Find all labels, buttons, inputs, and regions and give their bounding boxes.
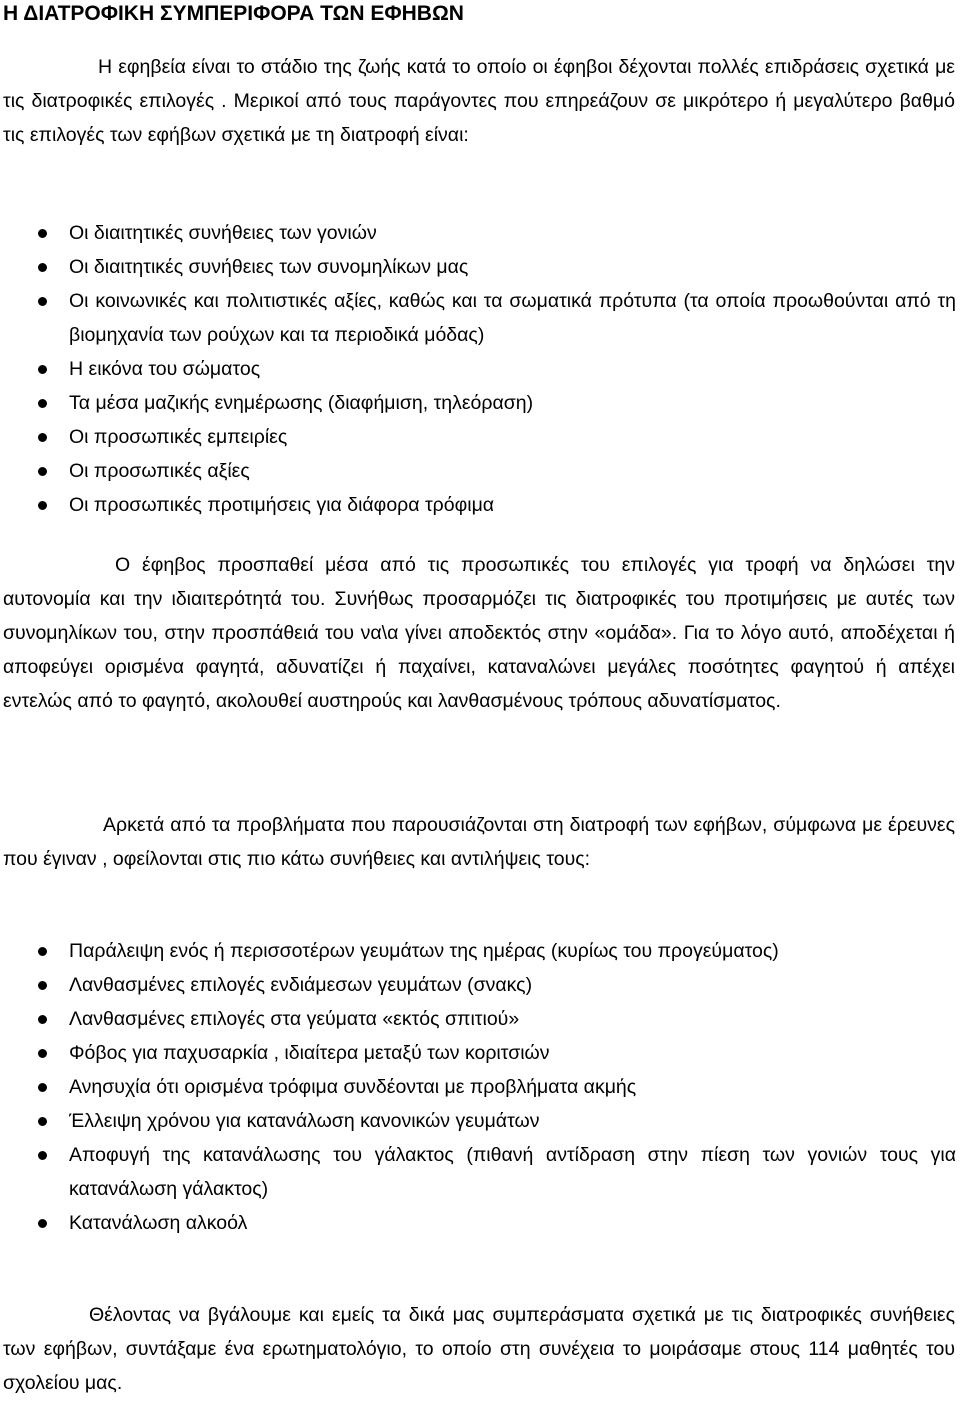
bullet-icon (38, 1049, 47, 1058)
bullet-icon (38, 467, 47, 476)
bullet-icon (38, 981, 47, 990)
bullet-icon (38, 1015, 47, 1024)
bullet-icon (38, 433, 47, 442)
intro-paragraph: Η εφηβεία είναι το στάδιο της ζωής κατά το οποίο οι έφηβοι δέχονται πολλές επιδράσεις σχετικά με τις διατροφικές επιλογές . Μερικοί από τους παράγοντες που επηρεάζουν σε μικρότερο ή μεγαλύτερο βαθμό τις επιλογές των εφήβων σχετικά με τη διατροφή είναι: (3, 56, 955, 146)
bullet-icon (38, 501, 47, 510)
list-item: Τα μέσα μαζικής ενημέρωσης (διαφήμιση, τηλεόραση) (0, 386, 956, 420)
body-paragraph-2: Ο έφηβος προσπαθεί μέσα από τις προσωπικές του επιλογές για τροφή να δηλώσει την αυτονομία και την ιδιαιτερότητά του. Συνήθως προσαρμόζει τις διατροφικές του προτιμήσεις με αυτές των συνομηλίκων του, στην προσπάθειά του να\α γίνει αποδεκτός στην «ομάδα». Για το λόγο αυτό, αποδέχεται ή αποφεύγει ορισμένα φαγητά, αδυνατίζει ή παχαίνει, καταναλώνει μεγάλες ποσότητες φαγητού ή απέχει εντελώς από το φαγητό, ακολουθεί αυστηρούς και λανθασμένους τρόπους αδυνατίσματος. (3, 554, 955, 712)
list-item: Φόβος για παχυσαρκία , ιδιαίτερα μεταξύ των κοριτσιών (0, 1036, 956, 1070)
problems-list (0, 934, 956, 1240)
list-item: Οι προσωπικές εμπειρίες (0, 420, 956, 454)
bullet-icon (38, 1083, 47, 1092)
bullet-icon (38, 365, 47, 374)
list-item: Αποφυγή της κατανάλωσης του γάλακτος (πιθανή αντίδραση στην πίεση των γονιών τους για κατανάλωση γάλακτος) (0, 1138, 956, 1206)
bullet-icon (38, 1151, 47, 1160)
list-item: Λανθασμένες επιλογές ενδιάμεσων γευμάτων (σνακς) (0, 968, 956, 1002)
list-item: Παράλειψη ενός ή περισσοτέρων γευμάτων της ημέρας (κυρίως του προγεύματος) (0, 934, 956, 968)
bullet-icon (38, 947, 47, 956)
list-item: Η εικόνα του σώματος (0, 352, 956, 386)
bullet-icon (38, 1117, 47, 1126)
list-item: Οι προσωπικές αξίες (0, 454, 956, 488)
bullet-icon (38, 1219, 47, 1228)
factors-list (0, 216, 956, 522)
page-title: Η ΔΙΑΤΡΟΦΙΚΗ ΣΥΜΠΕΡΙΦΟΡΑ ΤΩΝ ΕΦΗΒΩΝ (3, 2, 464, 25)
bullet-icon (38, 399, 47, 408)
list-item: Οι διαιτητικές συνήθειες των συνομηλίκων μας (0, 250, 956, 284)
list-item: Ανησυχία ότι ορισμένα τρόφιμα συνδέονται με προβλήματα ακμής (0, 1070, 956, 1104)
bullet-icon (38, 229, 47, 238)
list-item: Λανθασμένες επιλογές στα γεύματα «εκτός σπιτιού» (0, 1002, 956, 1036)
list-item: Κατανάλωση αλκοόλ (0, 1206, 956, 1240)
body-paragraph-4: Θέλοντας να βγάλουμε και εμείς τα δικά μας συμπεράσματα σχετικά με τις διατροφικές συνήθειες των εφήβων, συντάξαμε ένα ερωτηματολόγιο, το οποίο στη συνέχεια το μοιράσαμε στους 114 μαθητές του σχολείου μας. (3, 1304, 955, 1394)
list-item: Οι διαιτητικές συνήθειες των γονιών (0, 216, 956, 250)
bullet-icon (38, 263, 47, 272)
bullet-icon (38, 297, 47, 306)
list-item: Οι κοινωνικές και πολιτιστικές αξίες, καθώς και τα σωματικά πρότυπα (τα οποία προωθούνται από τη βιομηχανία των ρούχων και τα περιοδικά μόδας) (0, 284, 956, 352)
list-item: Οι προσωπικές προτιμήσεις για διάφορα τρόφιμα (0, 488, 956, 522)
list-item: Έλλειψη χρόνου για κατανάλωση κανονικών γευμάτων (0, 1104, 956, 1138)
body-paragraph-3: Αρκετά από τα προβλήματα που παρουσιάζονται στη διατροφή των εφήβων, σύμφωνα με έρευνες που έγιναν , οφείλονται στις πιο κάτω συνήθειες και αντιλήψεις τους: (3, 814, 955, 870)
